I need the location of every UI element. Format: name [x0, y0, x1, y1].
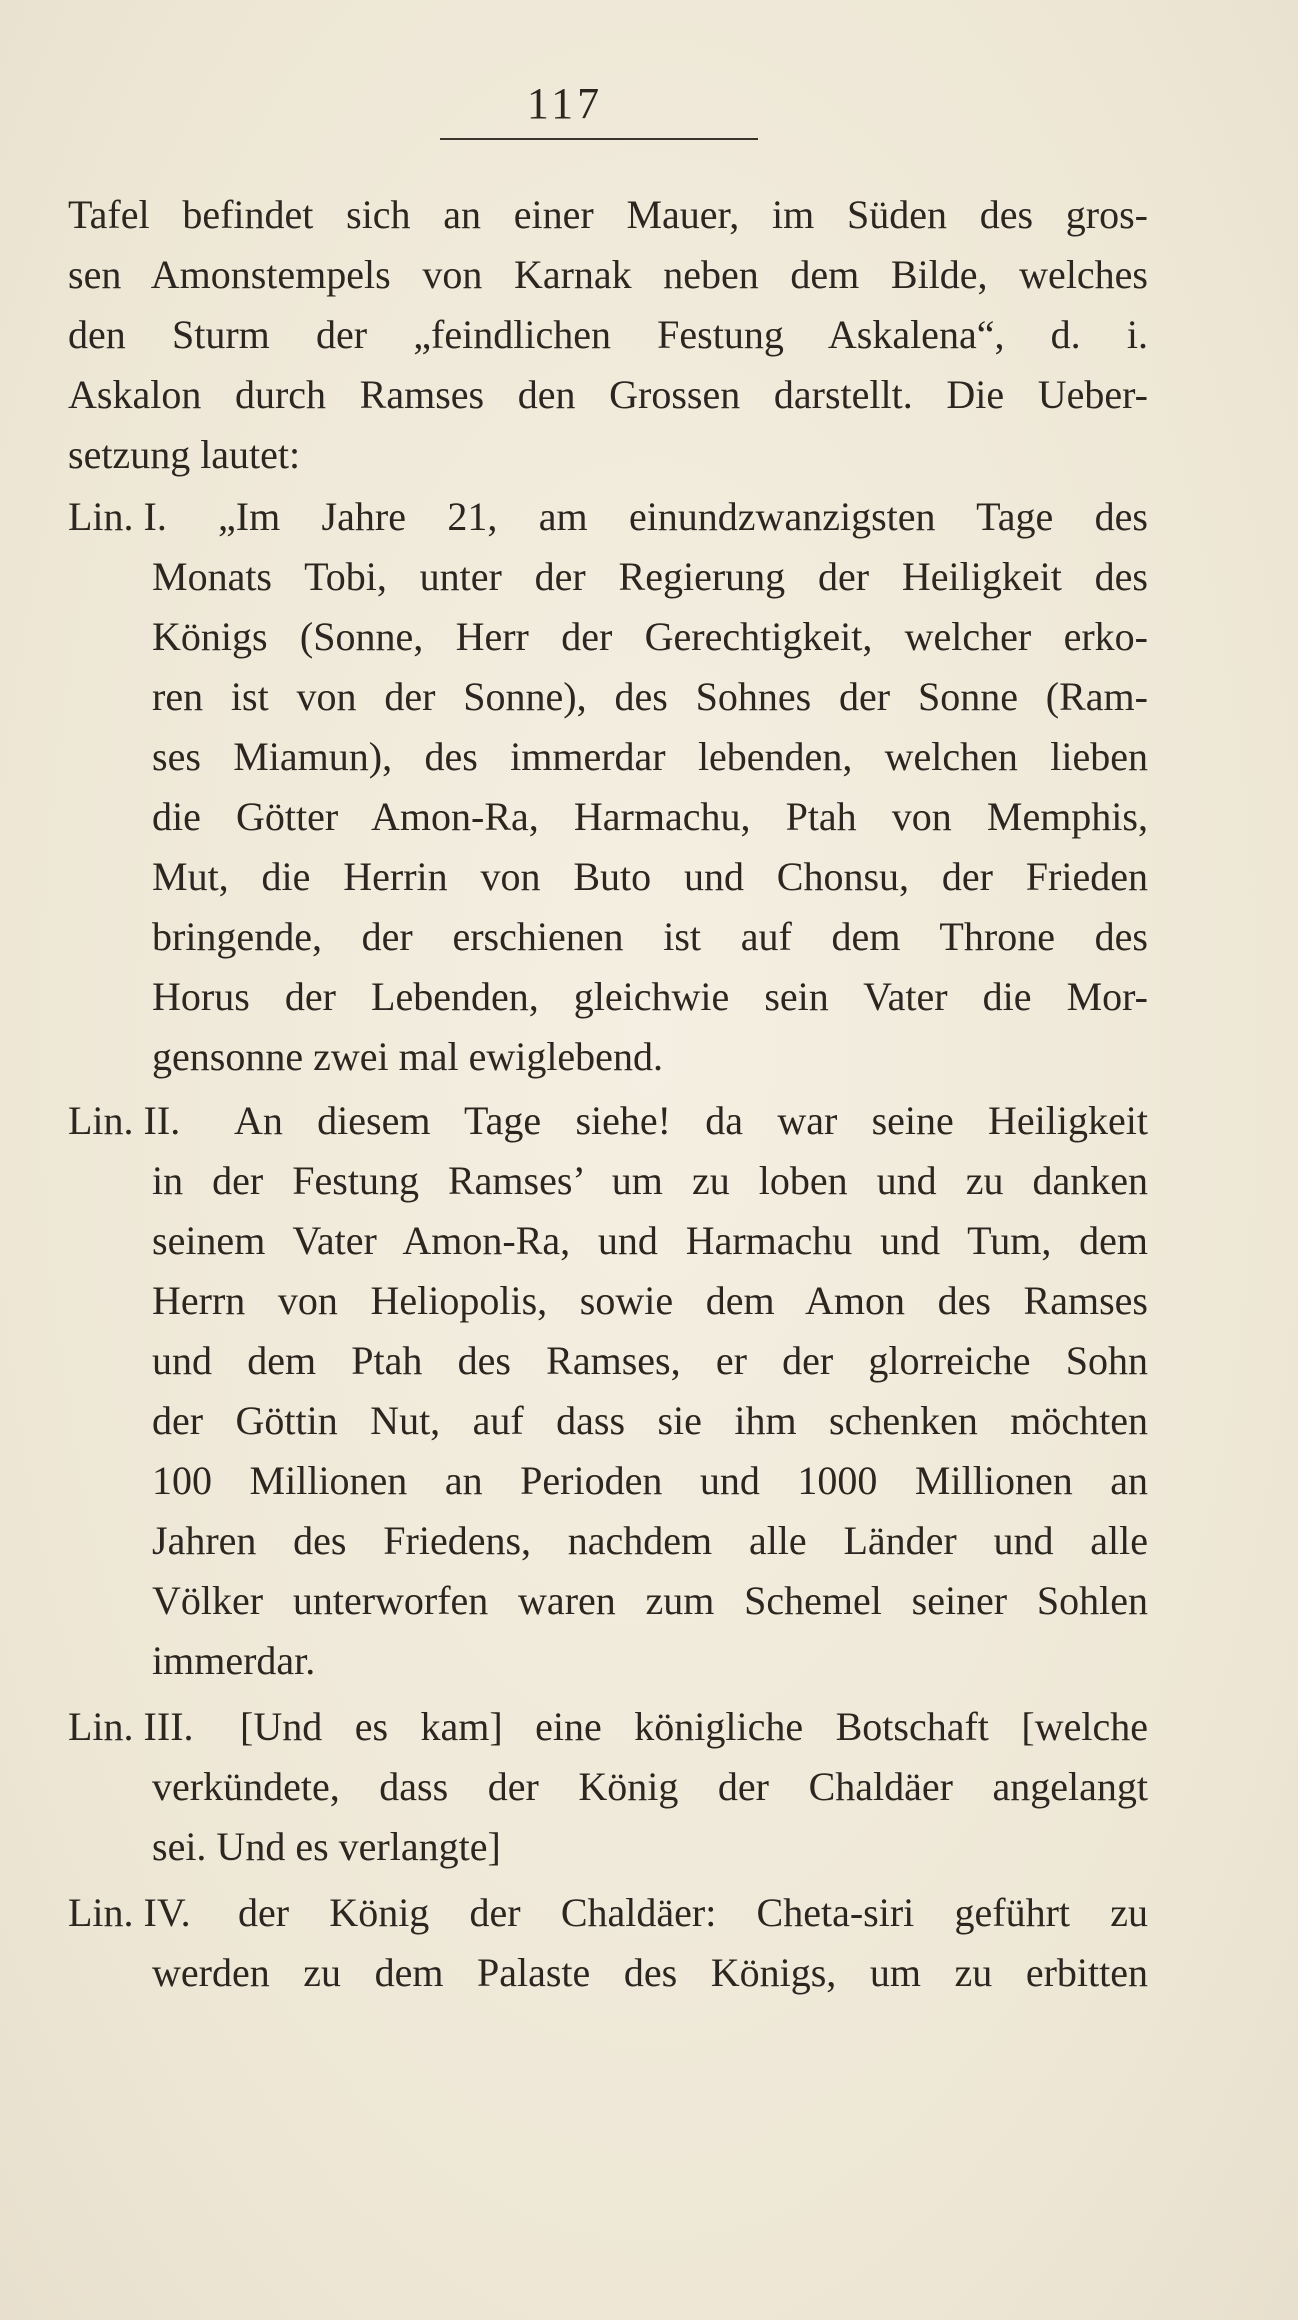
section-line: immerdar.	[152, 1638, 316, 1683]
section-line: Mut, die Herrin von Buto und Chonsu, der Frieden	[152, 854, 1148, 899]
intro-line: den Sturm der „feindlichen Festung Askalena“, d. i.	[68, 312, 1148, 357]
intro-line: Tafel befindet sich an einer Mauer, im Süden des gros-	[68, 192, 1148, 237]
section-line: Herrn von Heliopolis, sowie dem Amon des Ramses	[152, 1278, 1148, 1323]
section-line: und dem Ptah des Ramses, er der glorreiche Sohn	[152, 1338, 1148, 1383]
section-line: Königs (Sonne, Herr der Gerechtigkeit, welcher erko-	[152, 614, 1148, 659]
section-label-lin-3: Lin. III.	[68, 1704, 194, 1749]
section-line: ren ist von der Sonne), des Sohnes der Sonne (Ram-	[152, 674, 1148, 719]
section-line: die Götter Amon-Ra, Harmachu, Ptah von Memphis,	[152, 794, 1148, 839]
section-line: Jahren des Friedens, nachdem alle Länder und alle	[152, 1518, 1148, 1563]
section-label-lin-2: Lin. II.	[68, 1098, 181, 1143]
section-line: gensonne zwei mal ewiglebend.	[152, 1034, 663, 1079]
section-line: in der Festung Ramses’ um zu loben und zu danken	[152, 1158, 1148, 1203]
section-line: [Und es kam] eine königliche Botschaft [welche	[240, 1704, 1148, 1749]
section-line: Horus der Lebenden, gleichwie sein Vater die Mor-	[152, 974, 1148, 1019]
header-rule	[440, 138, 758, 140]
section-line: Monats Tobi, unter der Regierung der Heiligkeit des	[152, 554, 1148, 599]
section-line: ses Miamun), des immerdar lebenden, welchen lieben	[152, 734, 1148, 779]
intro-line: sen Amonstempels von Karnak neben dem Bilde, welches	[68, 252, 1148, 297]
section-line: 100 Millionen an Perioden und 1000 Millionen an	[152, 1458, 1148, 1503]
section-line: der Göttin Nut, auf dass sie ihm schenken möchten	[152, 1398, 1148, 1443]
intro-line: Askalon durch Ramses den Grossen darstellt. Die Ueber-	[68, 372, 1148, 417]
section-label-lin-4: Lin. IV.	[68, 1890, 191, 1935]
section-line: „Im Jahre 21, am einundzwanzigsten Tage des	[218, 494, 1148, 539]
section-line: Völker unterworfen waren zum Schemel seiner Sohlen	[152, 1578, 1148, 1623]
section-line: der König der Chaldäer: Cheta-siri geführt zu	[238, 1890, 1148, 1935]
intro-line: setzung lautet:	[68, 432, 301, 477]
section-line: seinem Vater Amon-Ra, und Harmachu und Tum, dem	[152, 1218, 1148, 1263]
section-label-lin-1: Lin. I.	[68, 494, 167, 539]
section-line: bringende, der erschienen ist auf dem Throne des	[152, 914, 1148, 959]
section-line: werden zu dem Palaste des Königs, um zu erbitten	[152, 1950, 1148, 1995]
section-line: sei. Und es verlangte]	[152, 1824, 501, 1869]
page-number: 117	[526, 79, 604, 128]
section-line: verkündete, dass der König der Chaldäer angelangt	[152, 1764, 1148, 1809]
section-line: An diesem Tage siehe! da war seine Heiligkeit	[234, 1098, 1148, 1143]
